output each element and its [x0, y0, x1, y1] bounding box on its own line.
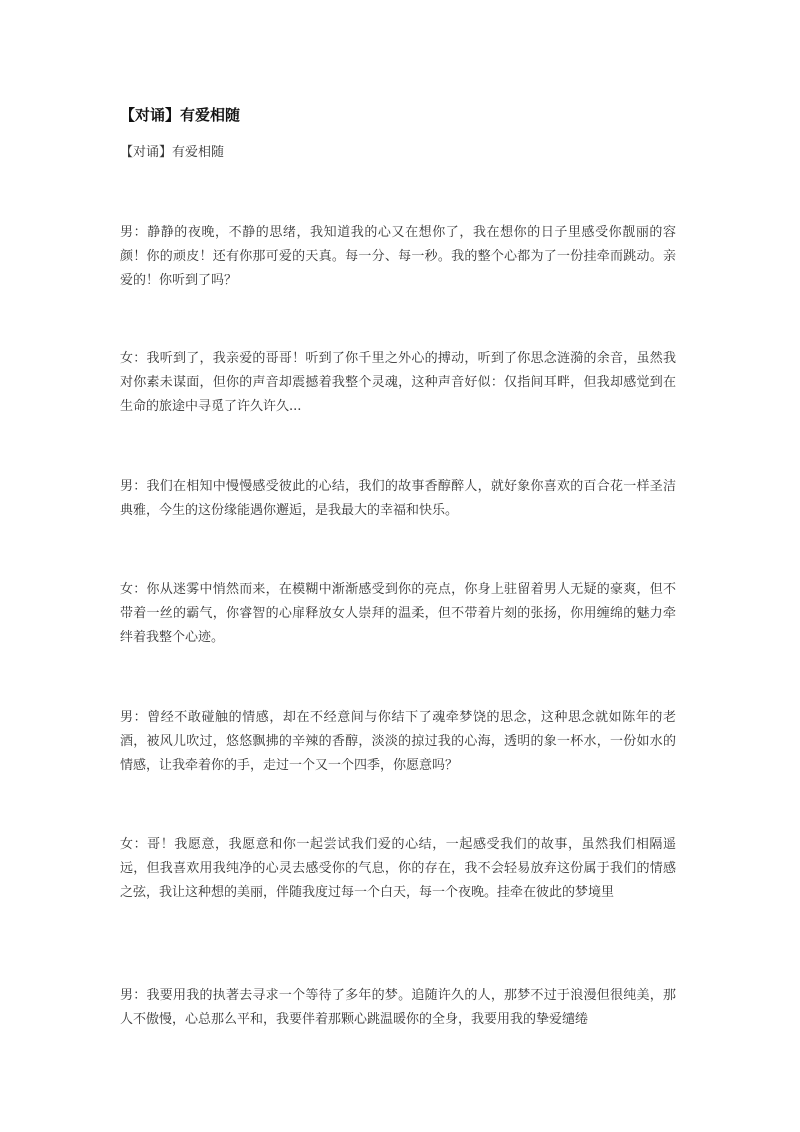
paragraph-male-1: 男：静静的夜晚，不静的思绪，我知道我的心又在想你了，我在想你的日子里感受你靓丽的容颜！你的顽皮！还有你那可爱的天真。每一分、每一秒。我的整个心都为了一份挂牵而跳动。亲爱的！你听到了吗？ [120, 225, 676, 288]
document-title: 【对诵】有爱相随 [120, 106, 241, 124]
paragraph-male-3: 男：曾经不敢碰触的情感，却在不经意间与你结下了魂牵梦饶的思念，这种思念就如陈年的老酒，被风儿吹过，悠悠飘拂的辛辣的香醇，淡淡的掠过我的心海，透明的象一杯水，一份如水的情感，让我牵着你的手，走过一个又一个四季，你愿意吗？ [120, 710, 676, 773]
paragraph-female-1: 女：我听到了，我亲爱的哥哥！听到了你千里之外心的搏动，听到了你思念涟漪的余音，虽然我对你素未谋面，但你的声音却震撼着我整个灵魂，这种声音好似：仅指间耳畔，但我却感觉到在生命的旅途中寻觅了许久许久... [120, 351, 676, 414]
document-subtitle: 【对诵】有爱相随 [120, 145, 225, 160]
paragraph-female-2: 女：你从迷雾中悄然而来，在模糊中渐渐感受到你的亮点，你身上驻留着男人无疑的豪爽，但不带着一丝的霸气，你睿智的心扉释放女人崇拜的温柔，但不带着片刻的张扬，你用缠绵的魅力牵绊着我整个心迹。 [120, 582, 676, 645]
paragraph-male-4: 男：我要用我的执著去寻求一个等待了多年的梦。追随许久的人，那梦不过于浪漫但很纯美，那人不傲慢，心总那么平和，我要伴着那颗心跳温暖你的全身，我要用我的挚爱缱绻 [120, 988, 676, 1027]
paragraph-male-2: 男：我们在相知中慢慢感受彼此的心结，我们的故事香醇醉人，就好象你喜欢的百合花一样圣洁典雅，今生的这份缘能遇你邂逅，是我最大的幸福和快乐。 [120, 479, 676, 518]
paragraph-female-3: 女：哥！我愿意，我愿意和你一起尝试我们爱的心结，一起感受我们的故事，虽然我们相隔遥远，但我喜欢用我纯净的心灵去感受你的气息，你的存在，我不会轻易放弃这份属于我们的情感之弦，我让这种想的美丽，伴随我度过每一个白天，每一个夜晚。挂牵在彼此的梦境里 [120, 837, 676, 900]
